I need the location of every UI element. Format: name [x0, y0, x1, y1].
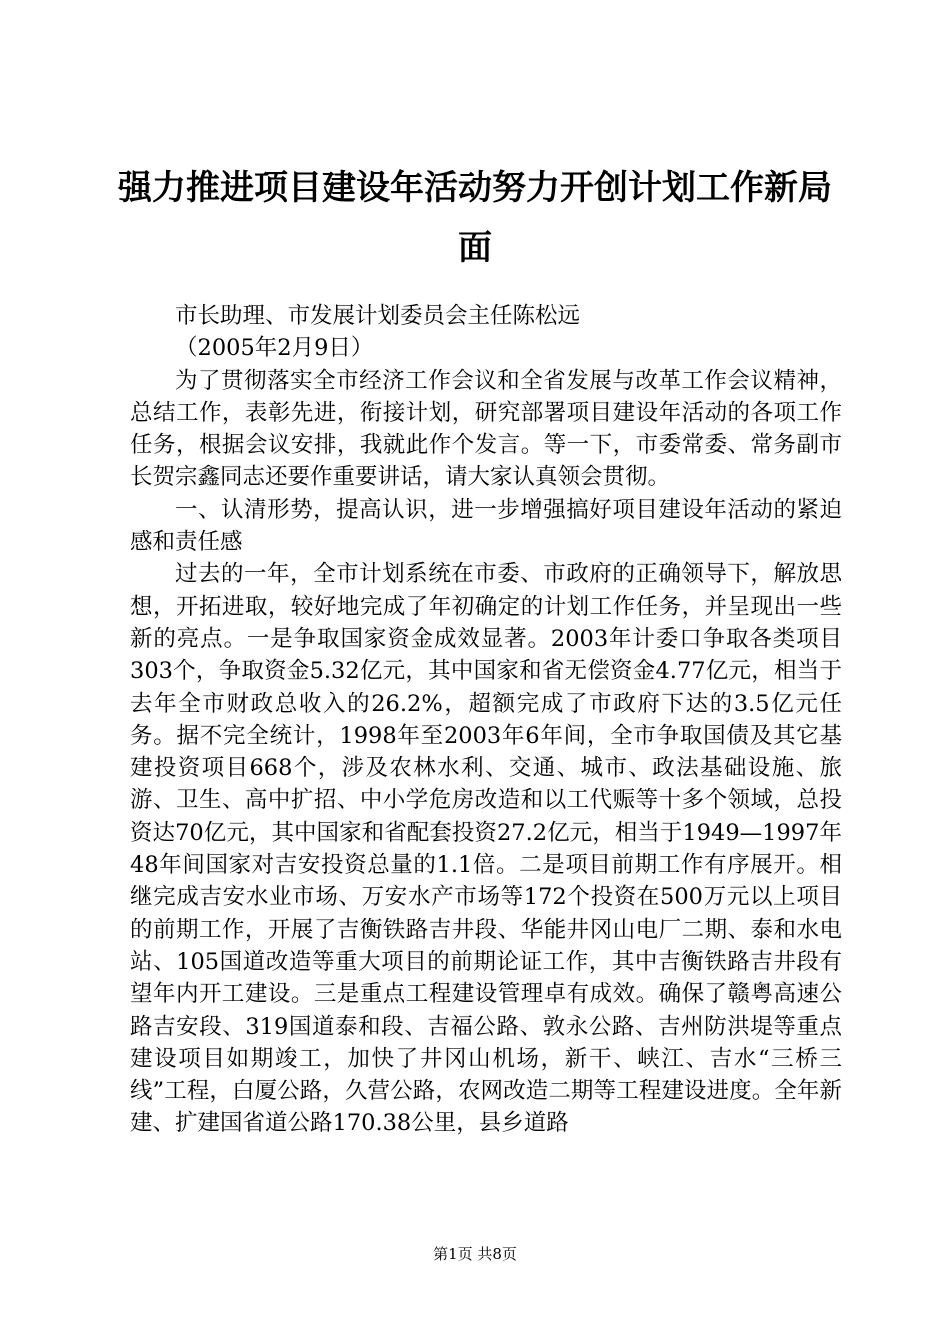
paragraph-review: 过去的一年，全市计划系统在市委、市政府的正确领导下，解放思想，开拓进取，较好地完成了年初确定的计划工作任务，并呈现出一些新的亮点。一是争取国家资金成效显著。2003年计委口争取各类项目303个，争取资金5.32亿元，其中国家和省无偿资金4.77亿元，相当于去年全市财政总收入的26.2%，超额完成了市政府下达的3.5亿元任务。据不完全统计，1998年至2003年6年间，全市争取国债及其它基建投资项目668个，涉及农林水利、交通、城市、政法基础设施、旅游、卫生、高中扩招、中小学危房改造和以工代赈等十多个领域，总投资达70亿元，其中国家和省配套投资27.2亿元，相当于1949—1997年48年间国家对吉安投资总量的1.1倍。二是项目前期工作有序展开。相继完成吉安水业市场、万安水产市场等172个投资在500万元以上项目的前期工作，开展了吉衡铁路吉井段、华能井冈山电厂二期、泰和水电站、105国道改造等重大项目的前期论证工作，其中吉衡铁路吉井段有望年内开工建设。三是重点工程建设管理卓有成效。确保了赣粤高速公路吉安段、319国道泰和段、吉福公路、敦永公路、吉州防洪堤等重点建设项目如期竣工，加快了井冈山机场，新干、峡江、吉水“三桥三线”工程，白厦公路，久营公路，农网改造二期等工程建设进度。全年新建、扩建国省道公路170.38公里，县乡道路 — [130, 561, 842, 1137]
paragraph-intro: 为了贯彻落实全市经济工作会议和全省发展与改革工作会议精神，总结工作，表彰先进，衔接计划，研究部署项目建设年活动的各项工作任务，根据会议安排，我就此作个发言。等一下，市委常委、常务副市长贺宗鑫同志还要作重要讲话，请大家认真领会贯彻。 — [130, 367, 842, 491]
page-footer: 第1页 共8页 — [433, 1245, 517, 1263]
date-line: （2005年2月9日） — [175, 335, 374, 362]
section-heading-1: 一、认清形势，提高认识，进一步增强搞好项目建设年活动的紧迫感和责任感 — [130, 496, 842, 556]
author-line: 市长助理、市发展计划委员会主任陈松远 — [175, 303, 581, 329]
document-title: 强力推进项目建设年活动努力开创计划工作新局面 — [118, 168, 832, 268]
document-body — [130, 300, 842, 1140]
